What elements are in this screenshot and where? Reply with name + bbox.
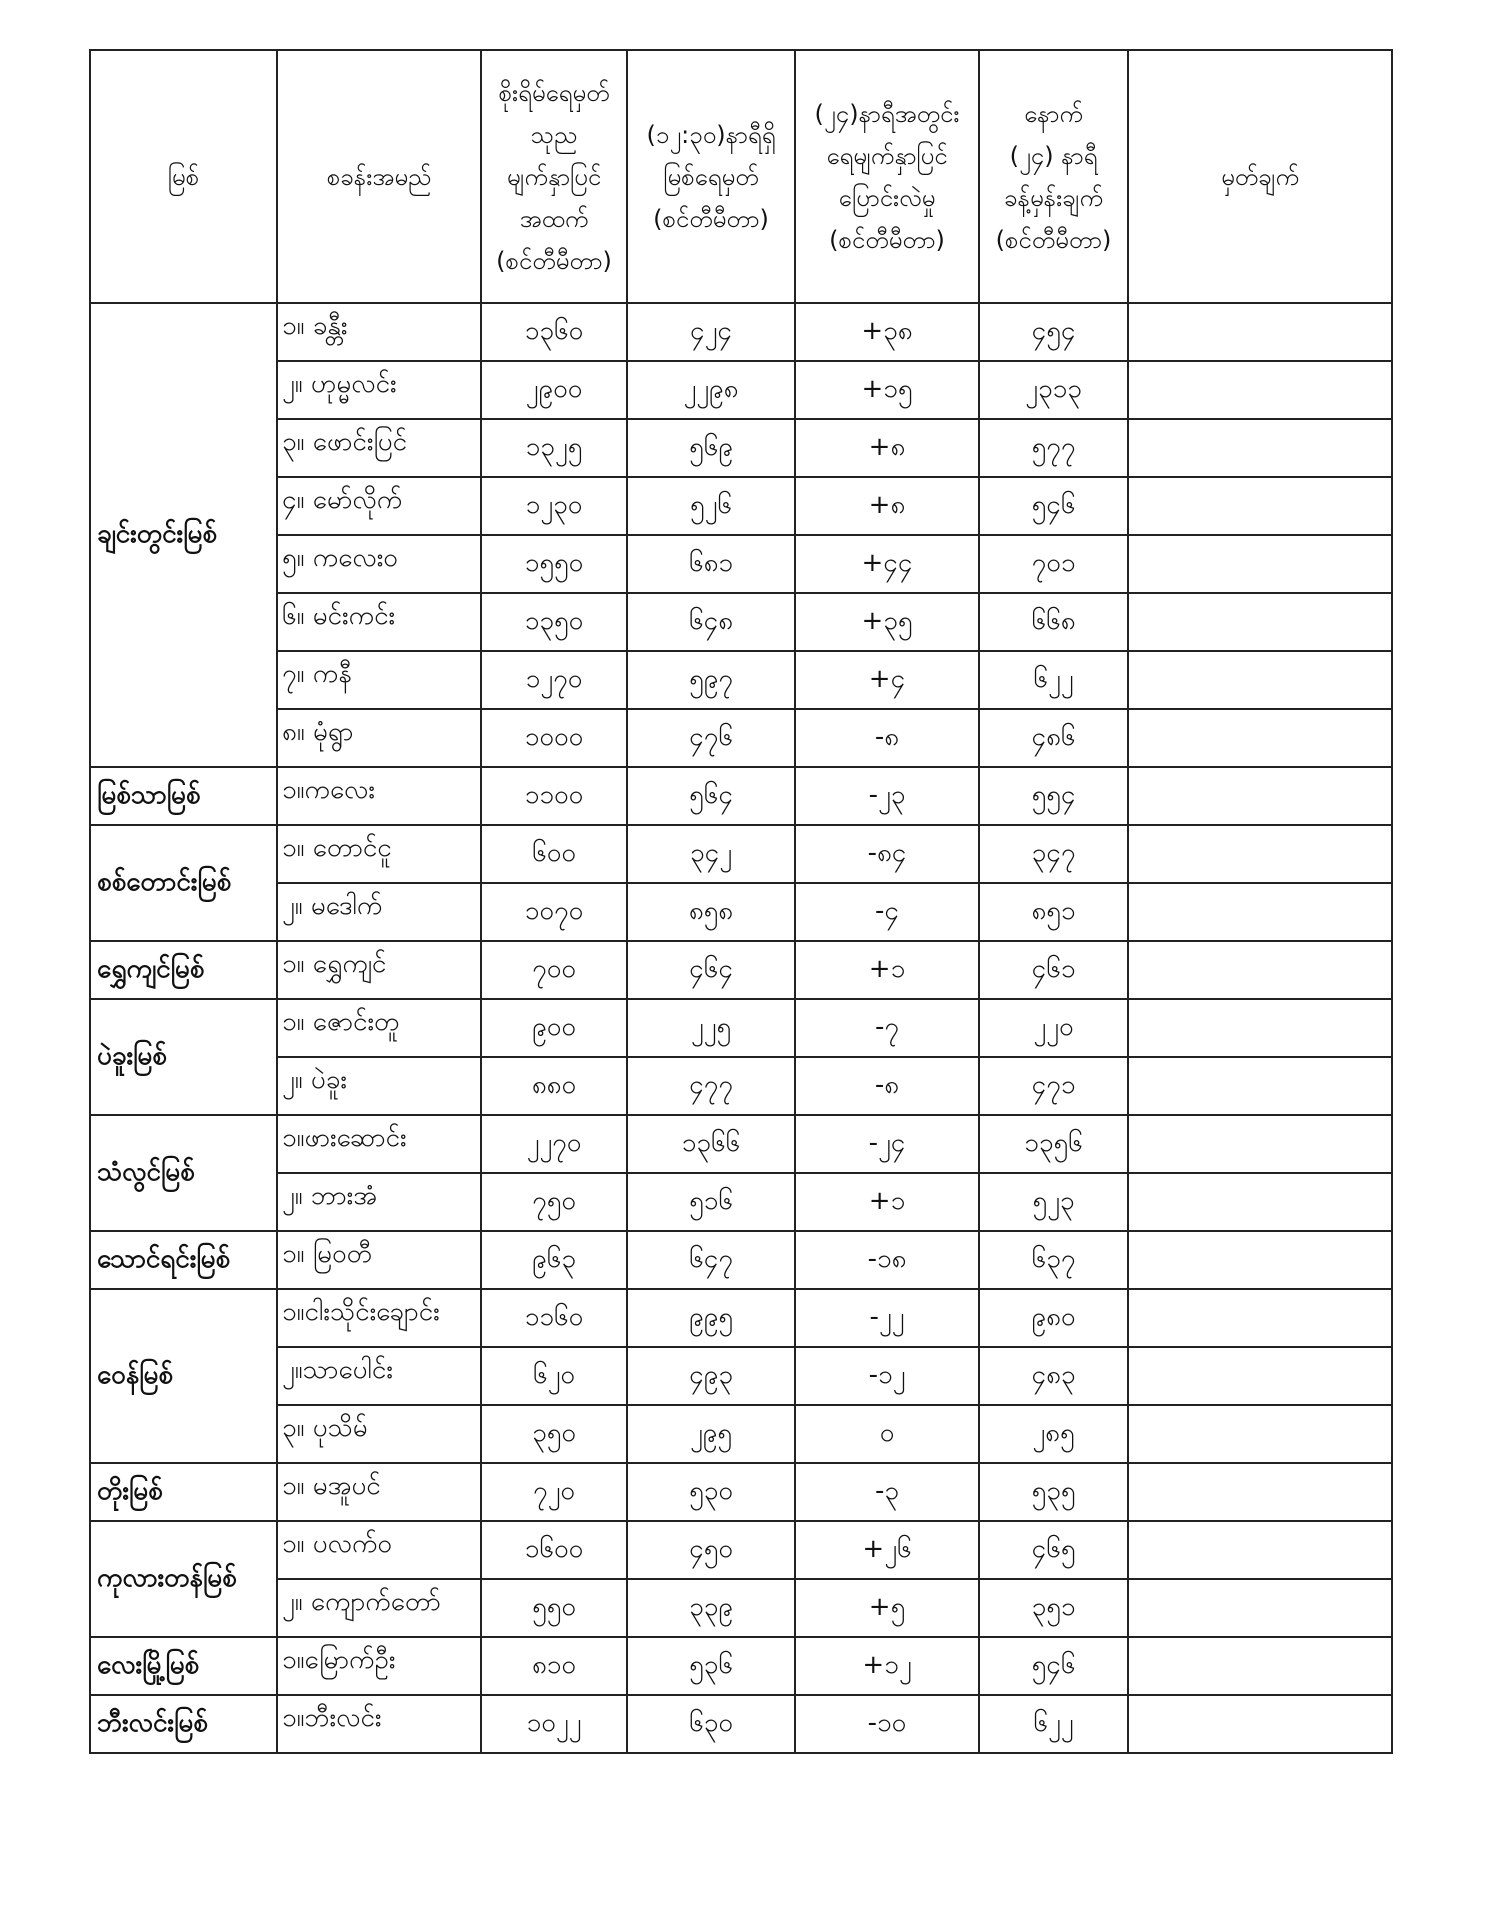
cell-danger-level: ၁၃၅၀ [481,593,627,651]
cell-station: ၁။ငါးသိုင်းချောင်း [277,1289,481,1347]
cell-current-level: ၆၃၀ [627,1695,795,1753]
cell-change-24h: +၁ [795,1173,979,1231]
header-danger-level [481,50,627,303]
cell-danger-level: ၁၀၇၀ [481,883,627,941]
table-row [90,825,1392,883]
cell-current-level: ၅၃၀ [627,1463,795,1521]
cell-current-level: ၉၉၅ [627,1289,795,1347]
cell-station: ၂။သာပေါင်း [277,1347,481,1405]
cell-danger-level: ၃၅၀ [481,1405,627,1463]
cell-forecast-24h: ၁၃၅၆ [979,1115,1128,1173]
cell-danger-level: ၈၁၀ [481,1637,627,1695]
cell-change-24h: -၁၈ [795,1231,979,1289]
table-row [90,941,1392,999]
table-row [90,1231,1392,1289]
cell-current-level: ၃၃၉ [627,1579,795,1637]
cell-forecast-24h: ၈၅၁ [979,883,1128,941]
cell-current-level: ၂၉၅ [627,1405,795,1463]
cell-current-level: ၈၅၈ [627,883,795,941]
cell-forecast-24h: ၃၅၁ [979,1579,1128,1637]
table-row [90,535,1392,593]
cell-remark [1128,593,1392,651]
table-row [90,1637,1392,1695]
cell-remark [1128,999,1392,1057]
cell-current-level: ၁၃၆၆ [627,1115,795,1173]
cell-station: ၁။ မြဝတီ [277,1231,481,1289]
cell-change-24h: -၃ [795,1463,979,1521]
cell-danger-level: ၁၀၂၂ [481,1695,627,1753]
cell-danger-level: ၉၆၃ [481,1231,627,1289]
cell-remark [1128,1231,1392,1289]
cell-change-24h: -၂၂ [795,1289,979,1347]
cell-forecast-24h: ၂၈၅ [979,1405,1128,1463]
cell-forecast-24h: ၅၅၄ [979,767,1128,825]
river-name: ကုလားတန်မြစ် [90,1521,277,1637]
cell-current-level: ၄၂၄ [627,303,795,361]
cell-current-level: ၃၄၂ [627,825,795,883]
cell-current-level: ၄၅၀ [627,1521,795,1579]
cell-change-24h: +၁ [795,941,979,999]
header-line: (၂၄)နာရီအတွင်း [814,99,960,128]
cell-remark [1128,709,1392,767]
cell-station: ၁။ မအူပင် [277,1463,481,1521]
cell-remark [1128,767,1392,825]
cell-forecast-24h: ၅၃၅ [979,1463,1128,1521]
table-row [90,1463,1392,1521]
cell-remark [1128,1115,1392,1173]
cell-change-24h: -၈ [795,1057,979,1115]
river-name: ဝေန်မြစ် [90,1289,277,1463]
header-line: ရေမျက်နှာပြင် [826,141,948,170]
cell-forecast-24h: ၇၀၁ [979,535,1128,593]
cell-station: ၁။ ခန္တီး [277,303,481,361]
cell-remark [1128,1057,1392,1115]
cell-forecast-24h: ၆၂၂ [979,651,1128,709]
river-name: တိုးမြစ် [90,1463,277,1521]
cell-station: ၁။ ပလက်ဝ [277,1521,481,1579]
cell-station: ၅။ ကလေးဝ [277,535,481,593]
cell-current-level: ၄၇၆ [627,709,795,767]
cell-change-24h: -၁၂ [795,1347,979,1405]
cell-change-24h: -၈ [795,709,979,767]
cell-remark [1128,303,1392,361]
cell-current-level: ၂၂၉၈ [627,361,795,419]
cell-change-24h: -၁၀ [795,1695,979,1753]
cell-danger-level: ၁၀၀၀ [481,709,627,767]
cell-forecast-24h: ၂၂၀ [979,999,1128,1057]
table-row [90,1695,1392,1753]
cell-remark [1128,419,1392,477]
cell-danger-level: ၇၅၀ [481,1173,627,1231]
cell-current-level: ၅၆၄ [627,767,795,825]
cell-remark [1128,1695,1392,1753]
header-station [277,50,481,303]
river-name: သံလွင်မြစ် [90,1115,277,1231]
cell-change-24h: -၇ [795,999,979,1057]
cell-forecast-24h: ၄၇၁ [979,1057,1128,1115]
cell-danger-level: ၂၂၇၀ [481,1115,627,1173]
cell-remark [1128,1347,1392,1405]
cell-danger-level: ၁၁၀၀ [481,767,627,825]
header-forecast-24h [979,50,1128,303]
cell-current-level: ၅၉၇ [627,651,795,709]
table-row [90,1521,1392,1579]
table-row [90,1347,1392,1405]
cell-station: ၂။ ပဲခူး [277,1057,481,1115]
header-change-24h [795,50,979,303]
cell-danger-level: ၇၂၀ [481,1463,627,1521]
cell-change-24h: +၈ [795,477,979,535]
table-row [90,1405,1392,1463]
cell-station: ၃။ ဖောင်းပြင် [277,419,481,477]
river-name: ဘီးလင်းမြစ် [90,1695,277,1753]
table-row [90,419,1392,477]
cell-station: ၁။ ဇောင်းတူ [277,999,481,1057]
cell-forecast-24h: ၆၂၂ [979,1695,1128,1753]
cell-current-level: ၅၂၆ [627,477,795,535]
cell-forecast-24h: ၉၈၀ [979,1289,1128,1347]
cell-forecast-24h: ၄၈၆ [979,709,1128,767]
cell-forecast-24h: ၅၄၆ [979,1637,1128,1695]
cell-station: ၂။ ကျောက်တော် [277,1579,481,1637]
header-line: စခန်းအမည် [326,162,432,191]
cell-remark [1128,1405,1392,1463]
cell-current-level: ၅၆၉ [627,419,795,477]
cell-danger-level: ၁၂၃၀ [481,477,627,535]
river-name: ချင်းတွင်းမြစ် [90,303,277,767]
cell-remark [1128,1521,1392,1579]
cell-remark [1128,825,1392,883]
table-row [90,709,1392,767]
header-line: (စင်တီမီတာ) [829,225,945,254]
cell-remark [1128,1289,1392,1347]
cell-danger-level: ၈၈၀ [481,1057,627,1115]
cell-change-24h: +၁၅ [795,361,979,419]
cell-change-24h: ၀ [795,1405,979,1463]
cell-forecast-24h: ၄၆၁ [979,941,1128,999]
cell-station: ၁။ဖားဆောင်း [277,1115,481,1173]
river-name: ရွှေကျင်မြစ် [90,941,277,999]
table-row [90,593,1392,651]
header-line: မြစ် [167,162,200,191]
table-row [90,651,1392,709]
cell-forecast-24h: ၅၄၆ [979,477,1128,535]
cell-forecast-24h: ၆၃၇ [979,1231,1128,1289]
header-line: သုည [530,120,578,149]
cell-forecast-24h: ၅၇၇ [979,419,1128,477]
cell-change-24h: +၁၂ [795,1637,979,1695]
cell-remark [1128,651,1392,709]
cell-change-24h: +၃၈ [795,303,979,361]
cell-current-level: ၅၁၆ [627,1173,795,1231]
cell-current-level: ၆၄၈ [627,593,795,651]
cell-change-24h: +၈ [795,419,979,477]
cell-danger-level: ၉၀၀ [481,999,627,1057]
header-line: မှတ်ချက် [1221,162,1299,191]
header-line: နောက် [1024,99,1083,128]
cell-change-24h: +၂၆ [795,1521,979,1579]
cell-danger-level: ၁၅၅၀ [481,535,627,593]
header-line: ပြောင်းလဲမှု [838,183,936,212]
cell-change-24h: +၃၅ [795,593,979,651]
cell-remark [1128,535,1392,593]
cell-current-level: ၄၆၄ [627,941,795,999]
table-row [90,999,1392,1057]
river-level-table [89,49,1393,1754]
cell-remark [1128,1637,1392,1695]
cell-change-24h: -၈၄ [795,825,979,883]
river-name: သောင်ရင်းမြစ် [90,1231,277,1289]
cell-current-level: ၄၉၃ [627,1347,795,1405]
header-line: မြစ်ရေမှတ် [663,162,759,191]
cell-danger-level: ၁၂၇၀ [481,651,627,709]
cell-remark [1128,883,1392,941]
cell-forecast-24h: ၄၆၅ [979,1521,1128,1579]
cell-change-24h: +၄၄ [795,535,979,593]
cell-station: ၂။ ဘားအံ [277,1173,481,1231]
table-row [90,1289,1392,1347]
cell-forecast-24h: ၆၆၈ [979,593,1128,651]
cell-change-24h: -၂၄ [795,1115,979,1173]
cell-station: ၄။ မော်လိုက် [277,477,481,535]
cell-remark [1128,1463,1392,1521]
cell-forecast-24h: ၄၈၃ [979,1347,1128,1405]
table-row [90,303,1392,361]
table-header [90,50,1392,303]
river-name: လေးမြို့မြစ် [90,1637,277,1695]
header-remarks [1128,50,1392,303]
cell-danger-level: ၆၀၀ [481,825,627,883]
cell-station: ၇။ ကနီ [277,651,481,709]
cell-danger-level: ၁၃၆၀ [481,303,627,361]
table-row [90,883,1392,941]
table-row [90,767,1392,825]
cell-forecast-24h: ၅၂၃ [979,1173,1128,1231]
table-body [90,303,1392,1753]
cell-forecast-24h: ၂၃၁၃ [979,361,1128,419]
cell-station: ၁။ဘီးလင်း [277,1695,481,1753]
cell-remark [1128,1173,1392,1231]
cell-station: ၁။မြောက်ဦး [277,1637,481,1695]
header-line: (၂၄) နာရီ [1009,141,1098,170]
cell-forecast-24h: ၃၄၇ [979,825,1128,883]
cell-remark [1128,477,1392,535]
cell-station: ၂။ ဟုမ္မလင်း [277,361,481,419]
river-name: ပဲခူးမြစ် [90,999,277,1115]
cell-station: ၃။ ပုသိမ် [277,1405,481,1463]
cell-remark [1128,941,1392,999]
header-line: စိုးရိမ်ရေမှတ် [498,78,610,107]
cell-danger-level: ၁၁၆၀ [481,1289,627,1347]
cell-change-24h: -၄ [795,883,979,941]
cell-danger-level: ၅၅၀ [481,1579,627,1637]
cell-station: ၁။ကလေး [277,767,481,825]
cell-danger-level: ၁၃၂၅ [481,419,627,477]
header-current-level [627,50,795,303]
table-row [90,1173,1392,1231]
cell-station: ၈။ မုံရွာ [277,709,481,767]
table-row [90,1115,1392,1173]
header-line: (စင်တီမီတာ) [995,225,1112,254]
header-line: မျက်နှာပြင် [506,162,602,191]
cell-current-level: ၆၄၇ [627,1231,795,1289]
cell-current-level: ၅၃၆ [627,1637,795,1695]
header-line: ခန့်မှန်းချက် [1004,183,1103,212]
cell-remark [1128,1579,1392,1637]
cell-change-24h: +၄ [795,651,979,709]
cell-remark [1128,361,1392,419]
cell-danger-level: ၇၀၀ [481,941,627,999]
cell-forecast-24h: ၄၅၄ [979,303,1128,361]
table-row [90,361,1392,419]
cell-change-24h: +၅ [795,1579,979,1637]
header-river [90,50,277,303]
cell-station: ၂။ မဒေါက် [277,883,481,941]
cell-change-24h: -၂၃ [795,767,979,825]
cell-danger-level: ၂၉၀၀ [481,361,627,419]
cell-station: ၁။ တောင်ငူ [277,825,481,883]
header-line: အထက် [519,204,589,233]
header-line: (စင်တီမီတာ) [496,246,612,275]
table-row [90,477,1392,535]
header-line: (စင်တီမီတာ) [653,204,769,233]
header-line: (၁၂:၃၀)နာရီရှိ [646,120,776,149]
cell-danger-level: ၆၂၀ [481,1347,627,1405]
cell-current-level: ၂၂၅ [627,999,795,1057]
cell-current-level: ၄၇၇ [627,1057,795,1115]
table-row [90,1579,1392,1637]
river-name: စစ်တောင်းမြစ် [90,825,277,941]
cell-danger-level: ၁၆၀၀ [481,1521,627,1579]
river-name: မြစ်သာမြစ် [90,767,277,825]
cell-current-level: ၆၈၁ [627,535,795,593]
cell-station: ၆။ မင်းကင်း [277,593,481,651]
table-row [90,1057,1392,1115]
cell-station: ၁။ ရွှေကျင် [277,941,481,999]
